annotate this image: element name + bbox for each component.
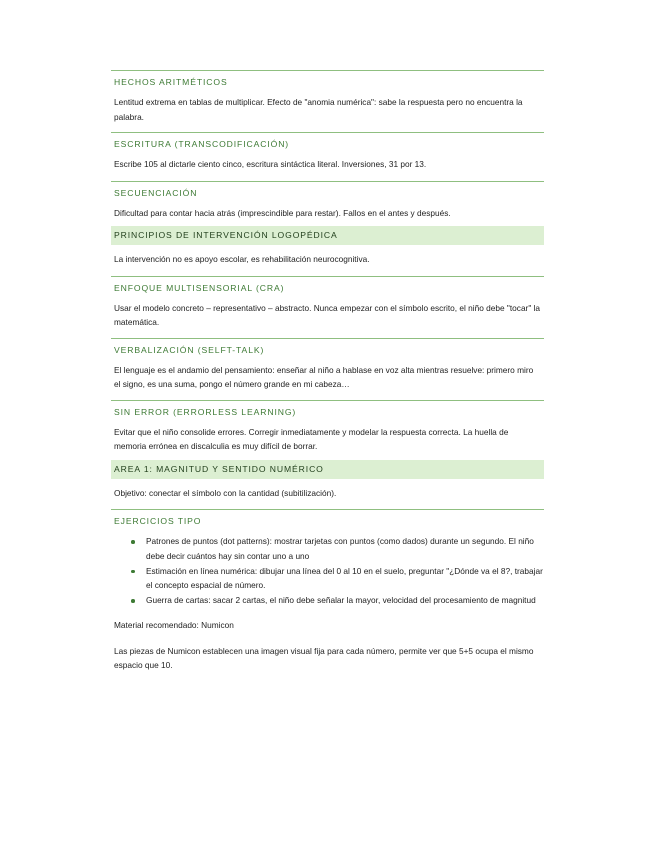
exercise-list (111, 534, 544, 608)
section-text-secuenciacion: Dificultad para contar hacia atrás (imprescindible para restar). Fallos en el antes y después. (114, 207, 451, 218)
section-heading-sin-error: SIN ERROR (ERRORLESS LEARNING) (111, 400, 544, 419)
exercise-text: Guerra de cartas: sacar 2 cartas, el niño debe señalar la mayor, velocidad del procesamiento de magnitud (146, 595, 536, 605)
document-content (111, 70, 544, 673)
exercise-text: Estimación en línea numérica: dibujar una línea del 0 al 10 en el suelo, preguntar "¿Dónde va el 8?, trabajar el concepto espacial de número. (146, 565, 543, 590)
section-text-principios: La intervención no es apoyo escolar, es rehabilitación neurocognitiva. (114, 254, 370, 264)
bullet-icon (131, 570, 135, 574)
section-text-escritura: Escribe 105 al dictarle ciento cinco, escritura sintáctica literal. Inversiones, 31 por 13. (114, 159, 427, 169)
section-heading-hechos: HECHOS ARITMÉTICOS (111, 70, 544, 89)
bullet-icon (131, 599, 135, 603)
list-item (131, 564, 544, 593)
section-text-hechos: Lentitud extrema en tablas de multiplicar. Efecto de "anomia numérica": sabe la respuesta pero no encuentra la palabra. (114, 97, 523, 122)
exercise-text: Patrones de puntos (dot patterns): mostrar tarjetas con puntos (como dados) durante un segundo. El niño debe decir cuántos hay sin contar uno a uno (146, 536, 534, 561)
closing-text: Las piezas de Numicon establecen una imagen visual fija para cada número, permite ver que 5+5 ocupa el mismo espacio que 10. (114, 645, 534, 670)
material-text: Material recomendado: Numicon (114, 620, 234, 630)
section-heading-secuenciacion: SECUENCIACIÓN (111, 181, 544, 200)
section-heading-verbalizacion: VERBALIZACIÓN (SELFT-TALK) (111, 338, 544, 357)
section-heading-principios: PRINCIPIOS DE INTERVENCIÓN LOGOPÉDICA (111, 226, 544, 245)
section-text-multisensorial: Usar el modelo concreto – representativo – abstracto. Nunca empezar con el símbolo escrito, el niño debe "tocar" la matemática. (114, 302, 541, 327)
section-heading-area-1: AREA 1: MAGNITUD Y SENTIDO NUMÉRICO (111, 460, 544, 479)
section-heading-escritura: ESCRITURA (TRANSCODIFICACIÓN) (111, 132, 544, 151)
section-heading-multisensorial: ENFOQUE MULTISENSORIAL (CRA) (111, 276, 544, 295)
bullet-icon (131, 540, 135, 544)
list-item (131, 534, 544, 563)
section-text-verbalizacion: El lenguaje es el andamio del pensamiento: enseñar al niño a hablase en voz alta mientras resuelve: primero miro el signo, es una suma, pongo el número grande en mi cabeza… (114, 364, 534, 389)
section-text-area-1: Objetivo: conectar el símbolo con la cantidad (subitilización). (114, 487, 337, 498)
list-item (131, 593, 544, 608)
section-text-sin-error: Evitar que el niño consolide errores. Corregir inmediatamente y modelar la respuesta correcta. La huella de memoria errónea en discalculia es muy difícil de borrar. (114, 426, 509, 451)
section-heading-ejercicios: EJERCICIOS TIPO (111, 509, 544, 528)
